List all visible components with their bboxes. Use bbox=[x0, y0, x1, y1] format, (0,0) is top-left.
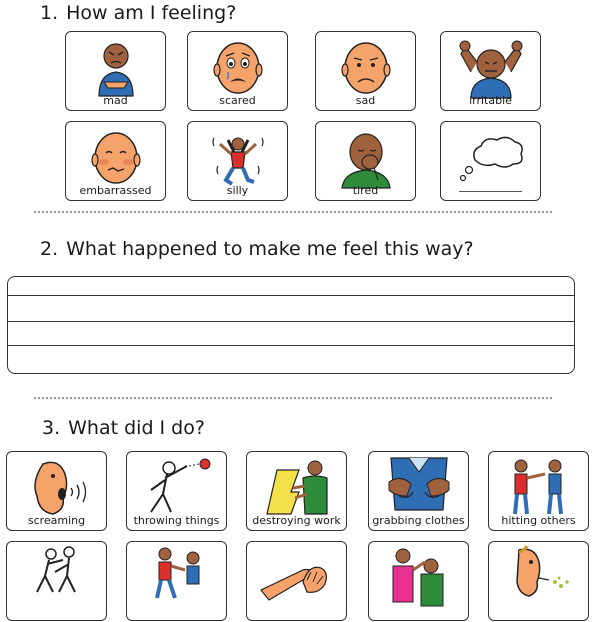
feeling-label: irritable bbox=[469, 94, 512, 107]
action-label: screaming bbox=[27, 514, 86, 527]
blank-answer-line[interactable] bbox=[459, 191, 522, 192]
action-card-hitting-others[interactable] bbox=[488, 451, 589, 531]
feeling-label: mad bbox=[103, 94, 128, 107]
scratching-arm-icon bbox=[247, 542, 348, 622]
action-label: grabbing clothes bbox=[372, 514, 465, 527]
action-card-spitting[interactable] bbox=[488, 541, 589, 621]
writing-line bbox=[8, 345, 574, 346]
action-card-destroying-work[interactable] bbox=[246, 451, 347, 531]
question-3-title bbox=[42, 417, 205, 439]
section-divider bbox=[34, 211, 552, 213]
pushing-people-icon bbox=[127, 542, 228, 622]
thought-bubble-icon bbox=[441, 122, 542, 202]
writing-area[interactable] bbox=[7, 276, 575, 374]
action-card-throwing-things[interactable] bbox=[126, 451, 227, 531]
action-card-screaming[interactable] bbox=[6, 451, 107, 531]
action-label: throwing things bbox=[133, 514, 220, 527]
action-label: hitting others bbox=[501, 514, 576, 527]
feeling-card-scared[interactable] bbox=[187, 31, 288, 111]
feeling-card-embarrassed[interactable] bbox=[65, 121, 166, 201]
question-1-text: How am I feeling? bbox=[66, 2, 237, 24]
feeling-card-silly[interactable] bbox=[187, 121, 288, 201]
feeling-card-other[interactable] bbox=[440, 121, 541, 201]
action-card-grabbing-clothes[interactable] bbox=[368, 451, 469, 531]
action-card-scratching[interactable] bbox=[246, 541, 347, 621]
spitting-face-icon bbox=[489, 542, 590, 622]
pulling-hair-icon bbox=[369, 542, 470, 622]
feeling-card-mad[interactable] bbox=[65, 31, 166, 111]
feeling-card-sad[interactable] bbox=[315, 31, 416, 111]
writing-line bbox=[8, 321, 574, 322]
action-card-pulling-hair[interactable] bbox=[368, 541, 469, 621]
question-2-number: 2. bbox=[40, 238, 59, 260]
question-2-title bbox=[40, 238, 474, 260]
writing-line bbox=[8, 295, 574, 296]
section-divider bbox=[34, 397, 552, 399]
question-1-number: 1. bbox=[40, 2, 59, 24]
fighting-figures-icon bbox=[7, 542, 108, 622]
feeling-card-irritable[interactable] bbox=[440, 31, 541, 111]
feeling-label: scared bbox=[219, 94, 256, 107]
action-card-pushing[interactable] bbox=[126, 541, 227, 621]
feeling-label: tired bbox=[352, 184, 379, 197]
question-3-number: 3. bbox=[42, 417, 61, 439]
action-card-fighting[interactable] bbox=[6, 541, 107, 621]
feeling-card-tired[interactable] bbox=[315, 121, 416, 201]
question-2-text: What happened to make me feel this way? bbox=[66, 238, 474, 260]
action-label: destroying work bbox=[252, 514, 341, 527]
feeling-label: embarrassed bbox=[79, 184, 152, 197]
feeling-label: sad bbox=[355, 94, 376, 107]
question-3-text: What did I do? bbox=[68, 417, 205, 439]
question-1-title bbox=[40, 2, 236, 24]
feeling-label: silly bbox=[226, 184, 249, 197]
